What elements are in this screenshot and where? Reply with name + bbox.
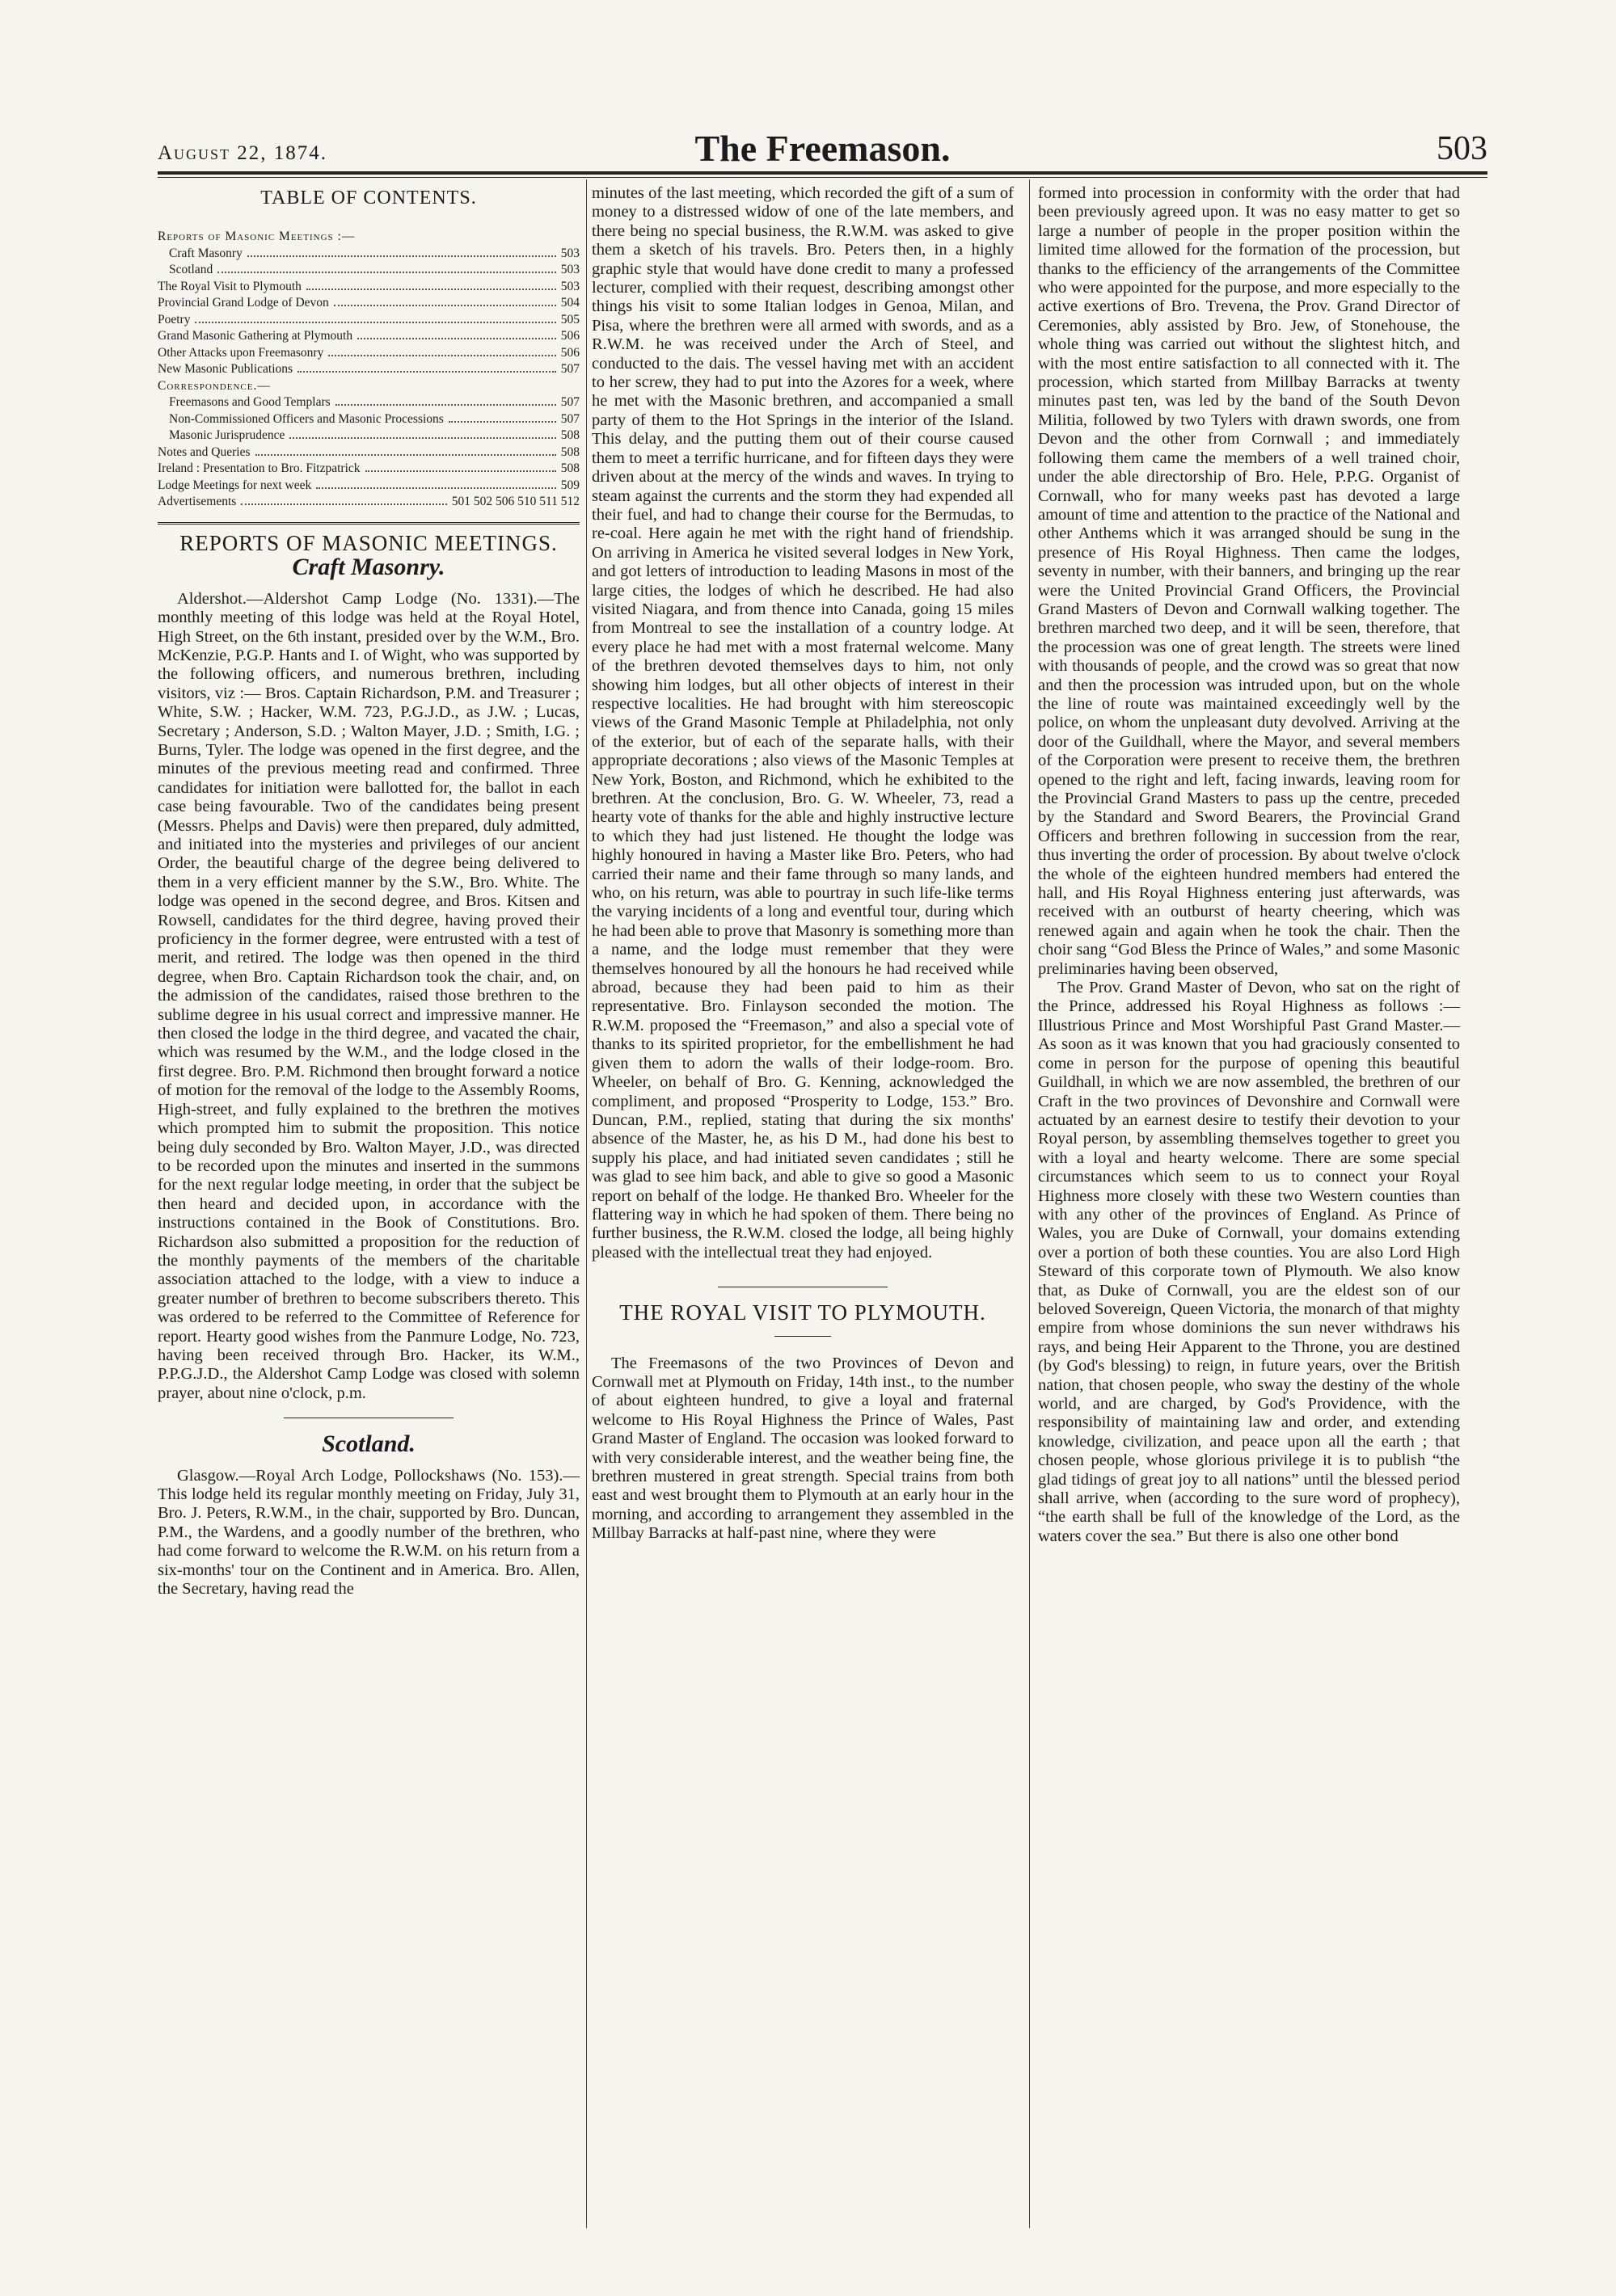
toc-leader bbox=[255, 454, 556, 456]
toc-label: Lodge Meetings for next week bbox=[158, 478, 312, 492]
toc-page: 509 bbox=[560, 478, 580, 492]
toc-leader bbox=[306, 289, 556, 290]
toc-row bbox=[158, 494, 580, 511]
toc-leader bbox=[297, 371, 556, 373]
toc-page: 505 bbox=[560, 312, 580, 326]
toc-label: New Masonic Publications bbox=[158, 362, 293, 377]
masthead bbox=[158, 121, 1487, 170]
toc-label: Non-Commissioned Officers and Masonic Processions bbox=[169, 411, 444, 426]
toc-row bbox=[158, 394, 580, 411]
article-royal-visit-continued: formed into procession in conformity with the order that had been previously agreed upon. It was no easy matter to get so large a number of people in the proper position within the limited time allowed for the formation of the procession, but thanks to the efficiency of the arrangements of the Committee who were appointed for the purpose, and more especially to the active exertions of Bro. Trevena, the Prov. Grand Director of Ceremonies, ably assisted by Bro. Jew, of Stonehouse, the whole thing was carried out without the slightest hitch, and with the most entire satisfaction to all connected with it. The procession, which started from Millbay Barracks at twenty minutes past ten, was led by the band of the South Devon Militia, followed by two Tylers with drawn swords, one from Devon and the other from Cornwall ; and immediately following them came the members of a well trained choir, under the able directorship of Bro. Hele, P.P.G. Organist of Cornwall, who for many weeks past has devoted a large amount of time and attention to the practice of the National and other Anthems which it was arranged should be sung in the presence of His Royal Highness. Then came the lodges, seventy in number, with their banners, and bringing up the rear were the United Provincial Grand Officers, the Provincial Grand Masters of Devon and Cornwall walking together. The brethren marched two deep, and it will be seen, therefore, that the procession was one of great length. The streets were lined with thousands of people, and the crowd was so great that now and then the procession was intruded upon, but on the whole the line of route was maintained exceedingly well by the police, on whom the unpleasant duty devolved. Arriving at the door of the Guildhall, where the Mayor, and several members of the Corporation were present to receive them, the brethren opened to the right and left, facing inwards, leaving room for the Provincial Grand Masters to pass up the centre, preceded by the Standard and Sword Bearers, the Provincial Grand Officers and brethren following in succession from the rear, thus inverting the order of procession. By about twelve o'clock the whole of the eighteen hundred members had entered the hall, and His Royal Highness entering just afterwards, was received with an outburst of hearty cheering, which was renewed again and again when he took the chair. Then the choir sang “God Bless the Prince of Wales,” and some Masonic preliminaries having been observed, bbox=[1038, 184, 1460, 978]
royal-visit-heading: THE ROYAL VISIT TO PLYMOUTH. bbox=[619, 1300, 986, 1325]
toc-label: Reports of Masonic Meetings :— bbox=[158, 230, 356, 244]
page-number: 503 bbox=[1437, 130, 1487, 167]
toc-row bbox=[158, 444, 580, 461]
toc-row bbox=[158, 312, 580, 329]
toc-leader bbox=[335, 404, 556, 406]
masthead-rule bbox=[158, 171, 1487, 175]
toc-label: Advertisements bbox=[158, 495, 237, 509]
toc-leader bbox=[247, 255, 556, 257]
toc-label: Other Attacks upon Freemasonry bbox=[158, 345, 324, 360]
toc-leader bbox=[328, 355, 555, 356]
toc-leader bbox=[316, 487, 556, 489]
issue-date: August 22, 1874. bbox=[158, 142, 328, 164]
toc-label: Provincial Grand Lodge of Devon bbox=[158, 296, 329, 310]
newspaper-title: The Freemason. bbox=[694, 128, 951, 169]
toc-label: Correspondence.— bbox=[158, 378, 271, 393]
toc-page: 507 bbox=[560, 411, 580, 426]
toc-label: Masonic Jurisprudence bbox=[169, 428, 285, 443]
toc-leader bbox=[357, 338, 556, 339]
article-glasgow-continued: minutes of the last meeting, which recorded the gift of a sum of money to a distressed widow of one of the late members, and there being no special business, the R.W.M. was asked to give them a sketch of his travels. Bro. Peters then, in a highly graphic style that would have done credit to many a professed lecturer, complied with their request, describing amongst other things his visit to some Italian lodges in Genoa, Milan, and Pisa, where the brethren were all armed with swords, and as a R.W.M. he was received under the Arch of Steel, and conducted to the dais. The vessel having met with an accident to her screw, they had to put into the Azores for a week, where he met with the Masonic brethren, and accompanied a small party of them to the Hot Springs in the interior of the Island. This delay, and the putting them out of their course caused them to meet a terrific hurricane, and for fifteen days they were driven about at the mercy of the winds and waves. In trying to steam against the currents and the storm they had expended all their fuel, and had to change their course for the Bermudas, to re-coal. Here again he met with the right hand of friendship. On arriving in America he visited several lodges in New York, and got letters of introduction to leading Masons in most of the large cities, the lodges of which he described. He had also visited Niagara, and from thence into Canada, going 15 miles from Montreal to see the installation of a country lodge. At every place he had met with a most fraternal welcome. Many of the brethren devoted themselves days to him, not only showing him lodges, but all other objects of interest in their respective localities. He had brought with him stereoscopic views of the Grand Masonic Temple at Philadelphia, not only of the exterior, but of each of the separate halls, with their appropriate decorations ; also views of the Masonic Temples at New York, Boston, and Richmond, which he exhibited to the brethren. At the conclusion, Bro. G. W. Wheeler, 73, read a hearty vote of thanks for the able and highly instructive lecture to which they had just listened. He thought the lodge was highly honoured in having a Master like Bro. Peters, who had carried their name and their fame through so many lands, and who, on his return, was able to pourtray in such life-like terms the varying incidents of a long and eventful tour, during which he had been able to prove that Masonry is something more than a name, and the lodge must remember that they were themselves honoured by all the honours he had received while abroad, because they had been paid to him as their representative. Bro. Finlayson seconded the motion. The R.W.M. proposed the “Freemason,” and also a special vote of thanks to its spirited proprietor, for the embellishment he had given them to adorn the walls of their lodge-room. Bro. Wheeler, on behalf of Bro. G. Kenning, acknowledged the compliment, and proposed “Prosperity to Lodge, 153.” Bro. Duncan, P.M., replied, stating that during the six months' absence of the Master, he, as his D M., had done his best to supply his place, and had initiated seven candidates ; still he was glad to see him back, and able to give so good a Masonic report on behalf of the lodge. He thanked Bro. Wheeler for the flattering way in which he had spoken of them. There being no further business, the R.W.M. closed the lodge, all being highly pleased with the intellectual treat they had enjoyed. bbox=[592, 184, 1014, 1262]
toc-row bbox=[158, 378, 580, 395]
toc-page: 508 bbox=[560, 461, 580, 476]
toc-page: 503 bbox=[560, 279, 580, 293]
toc-row bbox=[158, 262, 580, 279]
table-of-contents bbox=[158, 229, 580, 511]
reports-heading: REPORTS OF MASONIC MEETINGS. bbox=[179, 530, 558, 555]
toc-page: 506 bbox=[560, 329, 580, 343]
toc-page: 507 bbox=[560, 395, 580, 410]
toc-leader bbox=[217, 272, 556, 273]
toc-row bbox=[158, 428, 580, 444]
toc-leader bbox=[334, 305, 556, 306]
masthead-rule-thin bbox=[158, 177, 1487, 178]
toc-label: Ireland : Presentation to Bro. Fitzpatrick bbox=[158, 461, 361, 476]
toc-label: Notes and Queries bbox=[158, 444, 251, 459]
column-2 bbox=[592, 184, 1014, 1544]
toc-title: TABLE OF CONTENTS. bbox=[260, 187, 477, 209]
article-glasgow: Glasgow.—Royal Arch Lodge, Pollockshaws (No. 153).—This lodge held its regular monthly meeting on Friday, July 31, Bro. J. Peters, R.W.M., in the chair, supported by Bro. Duncan, P.M., the Wardens, and a goodly number of the brethren, who had come forward to welcome the R.W.M. on his return from a six-months' tour on the Continent and in America. Bro. Allen, the Secretary, having read the bbox=[158, 1466, 580, 1599]
article-address: The Prov. Grand Master of Devon, who sat on the right of the Prince, addressed his Royal Highness as follows :—Illustrious Prince and Most Worshipful Past Grand Master.—As soon as it was known that you had graciously consented to come in person for the purpose of opening this beautiful Guildhall, in which we are now assembled, the brethren of our Craft in the two provinces of Devonshire and Cornwall were actuated by an earnest desire to testify their devotion to your Royal person, by assembling themselves together to greet you with a loyal and hearty welcome. There are some special circumstances which seem to us to connect your Royal Highness more closely with these two Western counties than with any other of the provinces of England. As Prince of Wales, you are Duke of Cornwall, your domains extending over a portion of both these counties. You are also Lord High Steward of this corporate town of Plymouth. We also know that, as Duke of Cornwall, you are the eldest son of our beloved Sovereign, Queen Victoria, the monarch of that mighty empire from whose dominions the sun never withdraws his rays, and being Heir Apparent to the Throne, you are destined (by God's blessing) to reign, in future years, over the British nation, that chosen people, who sway the destiny of the whole world, and are charged, by God's Providence, with the responsibility of maintaining law and order, and extending knowledge, civilization, and peace upon all the earth ; that chosen people, whose glorious privilege it is to publish “the glad tidings of great joy to all nations” until the blessed period shall arrive, when (according to the sure word of prophecy), “the earth shall be full of the knowledge of the Lord, as the waters cover the sea.” But there is also one other bond bbox=[1038, 979, 1460, 1545]
toc-page: 507 bbox=[560, 362, 580, 377]
column-divider bbox=[1029, 179, 1030, 2228]
toc-leader bbox=[365, 470, 556, 472]
craft-masonry-heading: Craft Masonry. bbox=[292, 554, 445, 581]
toc-label: Poetry bbox=[158, 312, 191, 326]
column-1 bbox=[158, 184, 580, 1599]
toc-row bbox=[158, 229, 580, 246]
toc-row bbox=[158, 295, 580, 312]
toc-label: Scotland bbox=[169, 263, 213, 277]
toc-page: 508 bbox=[560, 428, 580, 443]
toc-leader bbox=[289, 437, 555, 439]
toc-label: Grand Masonic Gathering at Plymouth bbox=[158, 329, 353, 343]
toc-row bbox=[158, 461, 580, 478]
article-aldershot: Aldershot.—Aldershot Camp Lodge (No. 1331).—The monthly meeting of this lodge was held at the Royal Hotel, High Street, on the 6th instant, presided over by the W.M., Bro. McKenzie, P.G.P. Hants and I. of Wight, who was supported by the following officers, and numerous brethren, including visitors, viz :— Bros. Captain Richardson, P.M. and Treasurer ; White, S.W. ; Hacker, W.M. 723, P.G.J.D., as J.W. ; Lucas, Secretary ; Anderson, S.D. ; Walton Mayer, J.D. ; Smith, I.G. ; Burns, Tyler. The lodge was opened in the first degree, and the minutes of the previous meeting read and confirmed. Three candidates for initiation were ballotted for, the ballot in each case being favourable. Two of the candidates being present (Messrs. Phelps and Davis) were then prepared, duly admitted, and initiated into the mysteries and privileges of our ancient Order, the beautiful charge of the degree being delivered to them in a very efficient manner by the S.W., Bro. White. The lodge was opened in the second degree, and Bros. Kitsen and Rowsell, candidates for the third degree, having proved their proficiency in the former degree, were entrusted with a test of merit, and retired. The lodge was then opened in the third degree, when Bro. Captain Richardson took the chair, and, on the admission of the candidates, raised those brethren to the sublime degree in his usual correct and impressive manner. He then closed the lodge in the third degree, and vacated the chair, which was resumed by the W.M., and the lodge closed in the first degree. Bro. P.M. Richmond then brought forward a notice of motion for the removal of the lodge to the Assembly Rooms, High-street, and fully explained to the brethren the motives which prompted him to submit the proposition. This notice being duly seconded by Bro. Walton Mayer, J.D., was directed to be recorded upon the minutes and inserted in the summons for the next regular lodge meeting, in order that the subject be then heard and decided upon, in accordance with the instructions contained in the Book of Constitutions. Bro. Richardson also submitted a proposition for the reduction of the monthly payments of the members of the charitable association attached to the lodge, with a view to induce a greater number of brethren to become subscribers thereto. This was ordered to be referred to the Committee of Reference for report. Hearty good wishes from the Panmure Lodge, No. 723, having been received through Bro. Hacker, its W.M., P.P.G.J.D., the Aldershot Camp Lodge was closed with solemn prayer, about nine o'clock, p.m. bbox=[158, 589, 580, 1402]
toc-row bbox=[158, 478, 580, 495]
toc-row bbox=[158, 246, 580, 263]
column-divider bbox=[586, 179, 587, 2228]
toc-page: 508 bbox=[560, 444, 580, 459]
toc-leader bbox=[449, 421, 556, 423]
toc-label: Craft Masonry bbox=[169, 246, 243, 260]
section-divider bbox=[774, 1336, 831, 1337]
toc-page: 506 bbox=[560, 345, 580, 360]
toc-row bbox=[158, 361, 580, 378]
toc-row bbox=[158, 345, 580, 362]
toc-page: 504 bbox=[560, 296, 580, 310]
toc-page: 503 bbox=[560, 246, 580, 260]
toc-row bbox=[158, 411, 580, 428]
section-divider bbox=[158, 522, 580, 524]
scotland-heading: Scotland. bbox=[322, 1430, 416, 1458]
toc-row bbox=[158, 328, 580, 345]
toc-leader bbox=[241, 503, 446, 505]
toc-label: Freemasons and Good Templars bbox=[169, 395, 331, 410]
toc-leader bbox=[195, 322, 555, 323]
toc-page: 503 bbox=[560, 263, 580, 277]
toc-label: The Royal Visit to Plymouth bbox=[158, 279, 302, 293]
column-3 bbox=[1038, 184, 1460, 1546]
article-royal-visit: The Freemasons of the two Provinces of Devon and Cornwall met at Plymouth on Friday, 14th inst., to the number of about eighteen hundred, to give a loyal and fraternal welcome to His Royal Highness the Prince of Wales, Past Grand Master of England. The occasion was looked forward to with very considerable interest, and the weather being fine, the brethren mustered in great strength. Special trains from both east and west brought them to Plymouth at an early hour in the morning, and according to arrangement they assembled in the Millbay Barracks at half-past nine, where they were bbox=[592, 1354, 1014, 1543]
toc-page: 501 502 506 510 511 512 bbox=[451, 495, 580, 509]
toc-row bbox=[158, 279, 580, 296]
